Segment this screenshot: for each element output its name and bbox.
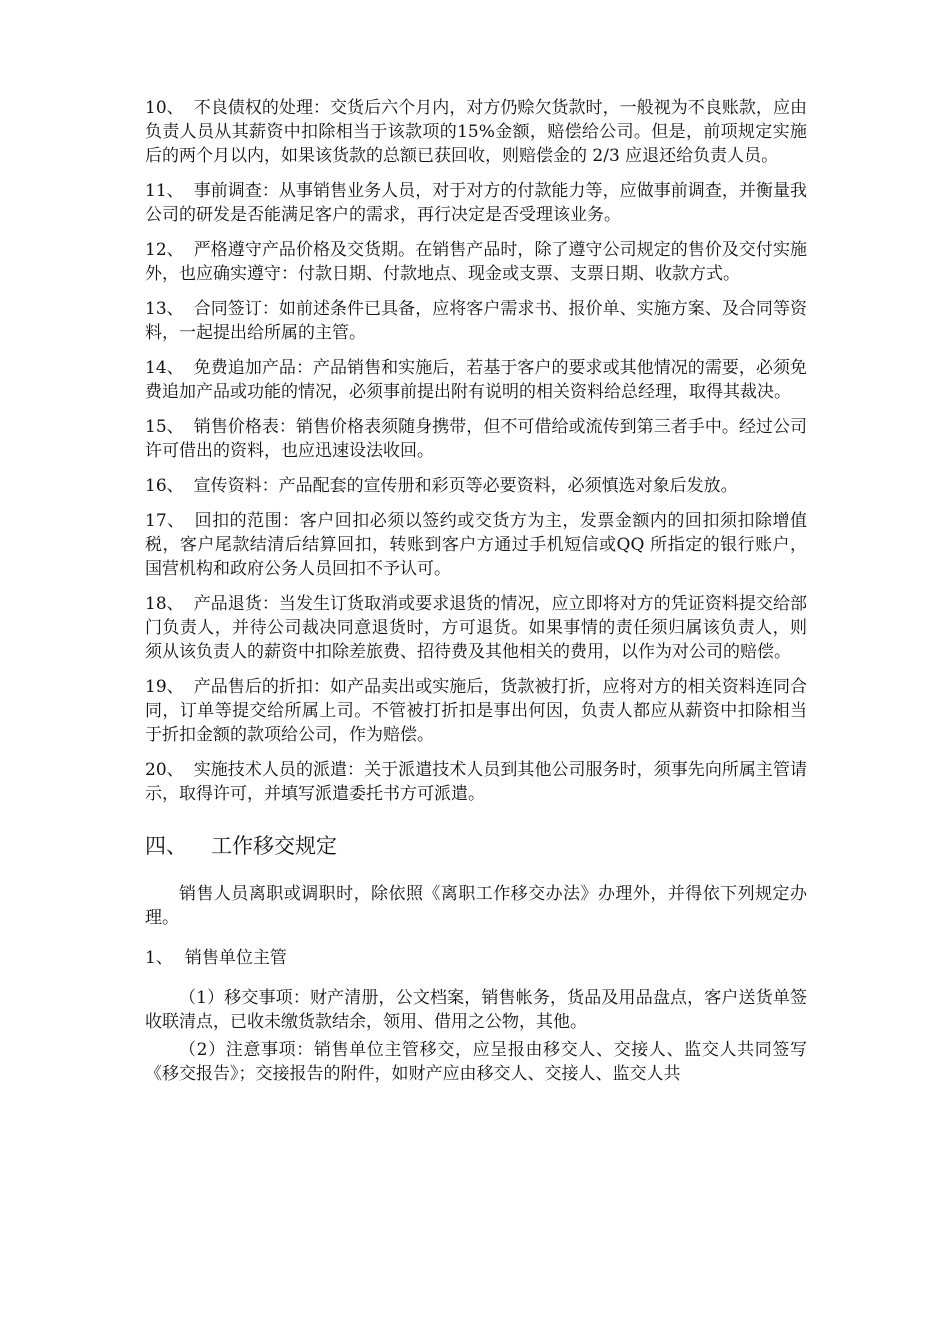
item-number: 14、 [145, 358, 184, 378]
item-text: 不良债权的处理：交货后六个月内，对方仍赊欠货款时，一般视为不良账款，应由负责人员从其薪资中扣除相当于该款项的15%金额，赔偿给公司。但是，前项规定实施后的两个月以内，如果该货款的总额已获回收，则赔偿金的 2/3 应退还给负责人员。 [145, 98, 808, 166]
section-title: 工作移交规定 [211, 834, 337, 858]
subsection-heading [145, 946, 807, 970]
item-text: 宣传资料：产品配套的宣传册和彩页等必要资料，必须慎选对象后发放。 [193, 476, 738, 496]
item-text: 产品退货：当发生订货取消或要求退货的情况，应立即将对方的凭证资料提交给部门负责人，并待公司裁决同意退货时，方可退货。如果事情的责任须归属该负责人，则须从该负责人的薪资中扣除差旅费、招待费及其他相关的费用，以作为对公司的赔偿。 [145, 594, 808, 662]
item-number: 12、 [145, 240, 184, 260]
item-number: 13、 [145, 299, 184, 319]
item-number: 16、 [145, 476, 184, 496]
item-number: 17、 [145, 511, 185, 531]
sub-paragraph: （1）移交事项：财产清册，公文档案，销售帐务，货品及用品盘点，客户送货单签收联清点，已收未缴货款结余，领用、借用之公物，其他。 [145, 988, 807, 1032]
item-text: 事前调查：从事销售业务人员，对于对方的付款能力等，应做事前调查，并衡量我公司的研发是否能满足客户的需求，再行决定是否受理该业务。 [145, 181, 808, 225]
list-item [145, 474, 807, 498]
list-item [145, 96, 807, 168]
item-number: 20、 [145, 760, 184, 780]
item-text: 免费追加产品：产品销售和实施后，若基于客户的要求或其他情况的需要，必须免费追加产品或功能的情况，必须事前提出附有说明的相关资料给总经理，取得其裁决。 [145, 358, 808, 402]
item-text: 销售价格表：销售价格表须随身携带，但不可借给或流传到第三者手中。经过公司许可借出的资料，也应迅速设法收回。 [145, 417, 808, 461]
item-text: 回扣的范围：客户回扣必须以签约或交货方为主，发票金额内的回扣须扣除增值税，客户尾款结清后结算回扣，转账到客户方通过手机短信或QQ 所指定的银行账户，国营机构和政府公务人员回扣不予认可。 [145, 511, 807, 579]
item-number: 19、 [145, 677, 184, 697]
item-number: 11、 [145, 181, 184, 201]
list-item [145, 592, 807, 664]
list-item [145, 509, 807, 581]
subsection-number: 1、 [145, 948, 173, 968]
list-item [145, 675, 807, 747]
item-text: 严格遵守产品价格及交货期。在销售产品时，除了遵守公司规定的售价及交付实施外，也应确实遵守：付款日期、付款地点、现金或支票、支票日期、收款方式。 [145, 240, 808, 284]
document-page [145, 96, 807, 1090]
section-heading [145, 832, 807, 860]
section-number: 四、 [145, 834, 187, 858]
item-number: 15、 [145, 417, 184, 437]
item-text: 实施技术人员的派遣：关于派遣技术人员到其他公司服务时，须事先向所属主管请示，取得许可，并填写派遣委托书方可派遣。 [145, 760, 808, 804]
sub-paragraph: （2）注意事项：销售单位主管移交，应呈报由移交人、交接人、监交人共同签写《移交报告》；交接报告的附件，如财产应由移交人、交接人、监交人共 [145, 1040, 807, 1084]
subsection-title: 销售单位主管 [184, 948, 287, 968]
item-number: 18、 [145, 594, 184, 614]
list-item [145, 356, 807, 404]
list-item [145, 297, 807, 345]
item-text: 合同签订：如前述条件已具备，应将客户需求书、报价单、实施方案、及合同等资料，一起提出给所属的主管。 [145, 299, 808, 343]
item-number: 10、 [145, 98, 184, 118]
list-item [145, 179, 807, 227]
list-item [145, 238, 807, 286]
item-text: 产品售后的折扣：如产品卖出或实施后，货款被打折，应将对方的相关资料连同合同，订单等提交给所属上司。不管被打折扣是事出何因，负责人都应从薪资中扣除相当于折扣金额的款项给公司，作为赔偿。 [145, 677, 808, 745]
list-item [145, 415, 807, 463]
intro-paragraph: 销售人员离职或调职时，除依照《离职工作移交办法》办理外，并得依下列规定办理。 [145, 884, 807, 928]
list-item [145, 758, 807, 806]
